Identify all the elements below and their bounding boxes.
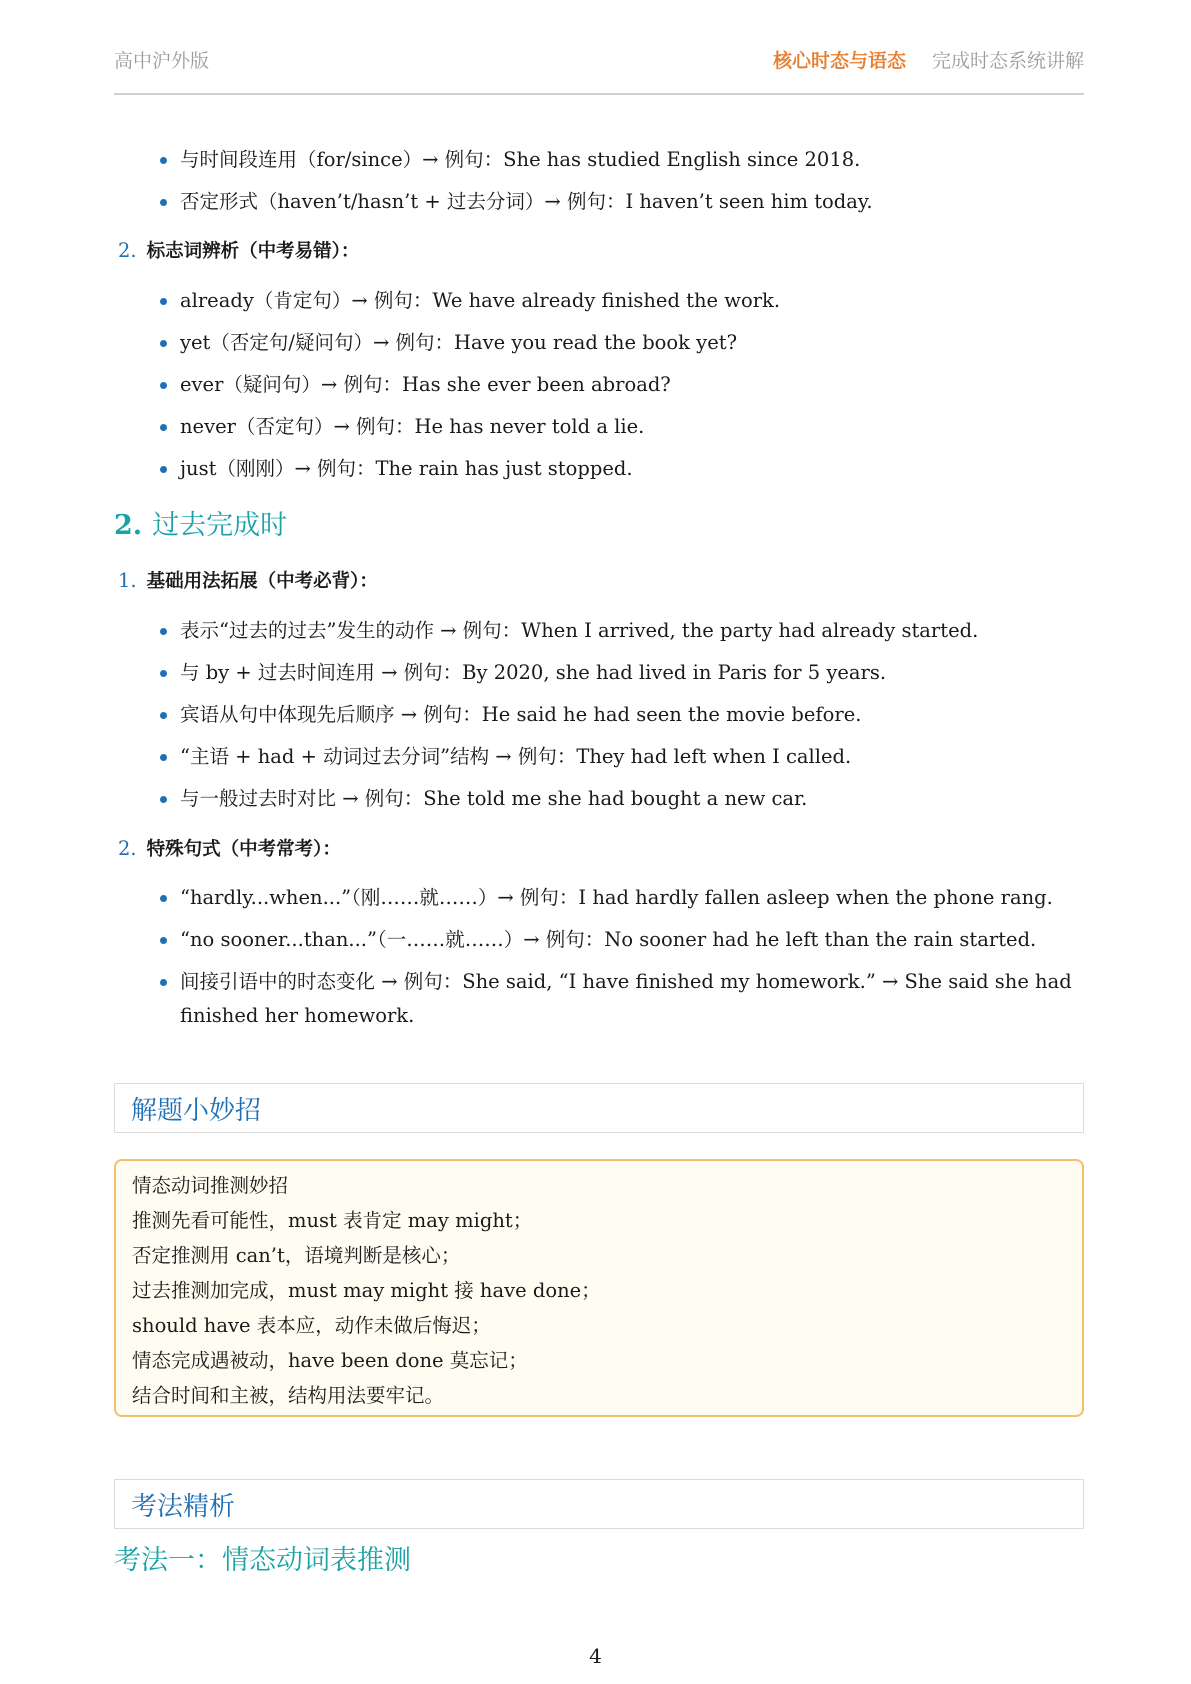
exam-section-header [114, 1479, 1084, 1529]
bullet-icon [160, 754, 167, 761]
bullet-icon [160, 466, 167, 473]
marker-list [160, 284, 1084, 494]
list-item-text: already（肯定句）→ 例句：We have already finished the work. [180, 289, 781, 312]
subhead-label: 特殊句式（中考常考）： [146, 839, 341, 860]
mnemonic-box [114, 1159, 1084, 1417]
mnemonic-line: 结合时间和主被，结构用法要牢记。 [132, 1384, 445, 1407]
list-item-text: ever（疑问句）→ 例句：Has she ever been abroad? [180, 373, 671, 396]
bullet-icon [160, 298, 167, 305]
subhead-number: 2. [118, 239, 137, 262]
list-item-text: 与时间段连用（for/since）→ 例句：She has studied English since 2018. [180, 148, 861, 171]
special-pattern-list [160, 881, 1084, 1033]
exam-section-title: 考法精析 [131, 1492, 236, 1522]
subhead-special-patterns [118, 834, 341, 865]
basic-usage-list [160, 614, 1084, 824]
bullet-icon [160, 340, 167, 347]
list-item-text: 表示“过去的过去”发生的动作 → 例句：When I arrived, the party had already started. [180, 619, 979, 642]
section-number: 2. [114, 510, 143, 541]
bullet-icon [160, 424, 167, 431]
list-item [160, 923, 1084, 965]
list-item-text: “hardly...when...”（刚……就……）→ 例句：I had hardly fallen asleep when the phone rang. [180, 886, 1053, 909]
mnemonic-line: 否定推测用 can’t，语境判断是核心； [132, 1244, 461, 1267]
subhead-basic-usage [118, 566, 378, 597]
bullet-icon [160, 796, 167, 803]
list-item [160, 881, 1084, 923]
subhead-number: 1. [118, 569, 137, 592]
list-item [160, 698, 1084, 740]
header-chapter-title: 核心时态与语态 [772, 50, 906, 72]
bullet-icon [160, 157, 167, 164]
list-item [160, 782, 1084, 824]
header-chapter [773, 46, 1084, 73]
list-item-text: 与一般过去时对比 → 例句：She told me she had bought a new car. [180, 787, 808, 810]
header-chapter-subtitle: 完成时态系统讲解 [931, 50, 1084, 72]
mnemonic-line: 情态完成遇被动，have been done 莫忘记； [132, 1349, 528, 1372]
mnemonic-line: 推测先看可能性，must 表肯定 may might； [132, 1209, 533, 1232]
list-item [160, 410, 1084, 452]
bullet-icon [160, 382, 167, 389]
list-item-text: 否定形式（haven’t/hasn’t + 过去分词）→ 例句：I haven’t seen him today. [180, 190, 873, 213]
header-edition: 高中沪外版 [114, 50, 210, 72]
subhead-number: 2. [118, 837, 137, 860]
exam-method-heading: 考法一：情态动词表推测 [114, 1545, 411, 1576]
list-item [160, 143, 1084, 185]
list-item-text: just（刚刚）→ 例句：The rain has just stopped. [180, 457, 633, 480]
list-item [160, 614, 1084, 656]
bullet-icon [160, 937, 167, 944]
mnemonic-line: 情态动词推测妙招 [132, 1174, 289, 1197]
list-item-text: never（否定句）→ 例句：He has never told a lie. [180, 415, 645, 438]
tips-section-header [114, 1083, 1084, 1133]
bullet-icon [160, 670, 167, 677]
list-item [160, 965, 1084, 1033]
page-number: 4 [589, 1644, 602, 1668]
list-item [160, 452, 1084, 494]
list-item-text: yet（否定句/疑问句）→ 例句：Have you read the book yet? [180, 331, 738, 354]
tips-section-title: 解题小妙招 [131, 1096, 262, 1126]
subhead-markers [118, 236, 359, 267]
mnemonic-line: 过去推测加完成，must may might 接 have done； [132, 1279, 601, 1302]
list-item [160, 185, 1084, 227]
page-header [114, 46, 1084, 76]
subhead-label: 基础用法拓展（中考必背）： [146, 571, 378, 592]
mnemonic-line: should have 表本应，动作未做后悔迟； [132, 1314, 491, 1337]
list-item-text: “no sooner...than...”（一……就……）→ 例句：No sooner had he left than the rain started. [180, 928, 1037, 951]
list-item [160, 326, 1084, 368]
list-item-text: 间接引语中的时态变化 → 例句：She said, “I have finished my homework.” → She said she had [180, 970, 1072, 993]
bullet-icon [160, 895, 167, 902]
header-divider [114, 93, 1084, 95]
list-item-text: 与 by + 过去时间连用 → 例句：By 2020, she had lived in Paris for 5 years. [180, 661, 887, 684]
bullet-icon [160, 712, 167, 719]
list-item [160, 656, 1084, 698]
list-item-text-continued: finished her homework. [180, 1004, 415, 1027]
list-item [160, 740, 1084, 782]
usage-list [160, 143, 1084, 227]
list-item-text: “主语 + had + 动词过去分词”结构 → 例句：They had left when I called. [180, 745, 852, 768]
bullet-icon [160, 628, 167, 635]
bullet-icon [160, 199, 167, 206]
list-item-text: 宾语从句中体现先后顺序 → 例句：He said he had seen the movie before. [180, 703, 862, 726]
list-item [160, 284, 1084, 326]
subhead-label: 标志词辨析（中考易错）： [146, 241, 360, 262]
section-heading [114, 508, 287, 544]
list-item [160, 368, 1084, 410]
bullet-icon [160, 979, 167, 986]
section-title: 过去完成时 [152, 510, 288, 541]
